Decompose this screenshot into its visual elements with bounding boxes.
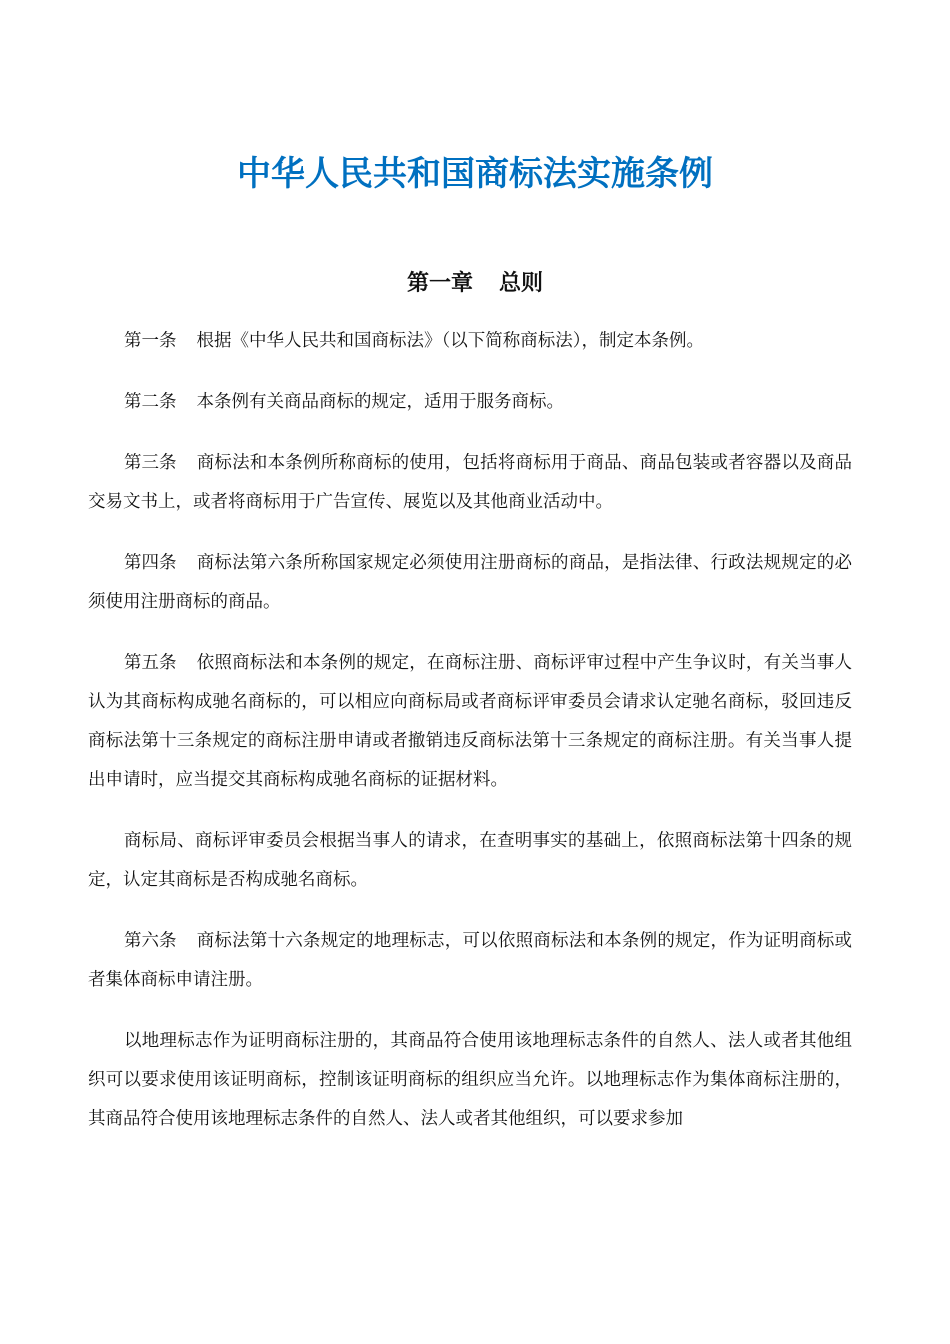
chapter-number: 第一章 (406, 271, 473, 296)
article-text: 依照商标法和本条例的规定，在商标注册、商标评审过程中产生争议时，有关当事人认为其商标构成驰名商标的，可以相应向商标局或者商标评审委员会请求认定驰名商标，驳回违反商标法第十三条规定的商标注册申请或者撤销违反商标法第十三条规定的商标注册。有关当事人提出申请时，应当提交其商标构成驰名商标的证据材料。 (88, 653, 852, 790)
chapter-heading (0, 264, 950, 304)
article-1-paragraph (88, 322, 852, 361)
article-number: 第五条 (124, 653, 177, 673)
article-number: 第六条 (124, 931, 177, 951)
article-text: 商标法第六条所称国家规定必须使用注册商标的商品，是指法律、行政法规规定的必须使用注册商标的商品。 (88, 553, 852, 612)
article-4-paragraph (88, 544, 852, 622)
article-3-paragraph (88, 444, 852, 522)
article-number: 第三条 (124, 453, 177, 473)
article-text: 根据《中华人民共和国商标法》（以下简称商标法），制定本条例。 (196, 331, 704, 351)
article-5-continuation-paragraph (88, 822, 852, 900)
paragraph-text: 以地理标志作为证明商标注册的，其商品符合使用该地理标志条件的自然人、法人或者其他组织可以要求使用该证明商标，控制该证明商标的组织应当允许。以地理标志作为集体商标注册的，其商品符合使用该地理标志条件的自然人、法人或者其他组织，可以要求参加 (88, 1031, 852, 1129)
article-number: 第二条 (124, 392, 177, 412)
article-text: 商标法和本条例所称商标的使用，包括将商标用于商品、商品包装或者容器以及商品交易文书上，或者将商标用于广告宣传、展览以及其他商业活动中。 (88, 453, 852, 512)
paragraph-text: 商标局、商标评审委员会根据当事人的请求，在查明事实的基础上，依照商标法第十四条的规定，认定其商标是否构成驰名商标。 (88, 831, 852, 890)
article-text: 本条例有关商品商标的规定，适用于服务商标。 (196, 392, 564, 412)
document-body (88, 322, 852, 1161)
article-2-paragraph (88, 383, 852, 422)
article-number: 第一条 (124, 331, 177, 351)
article-number: 第四条 (124, 553, 177, 573)
article-5-paragraph (88, 644, 852, 800)
chapter-name: 总则 (499, 271, 544, 296)
document-title: 中华人民共和国商标法实施条例 (237, 154, 713, 194)
article-6-continuation-paragraph (88, 1022, 852, 1139)
article-6-paragraph (88, 922, 852, 1000)
article-text: 商标法第十六条规定的地理标志，可以依照商标法和本条例的规定，作为证明商标或者集体商标申请注册。 (88, 931, 852, 990)
